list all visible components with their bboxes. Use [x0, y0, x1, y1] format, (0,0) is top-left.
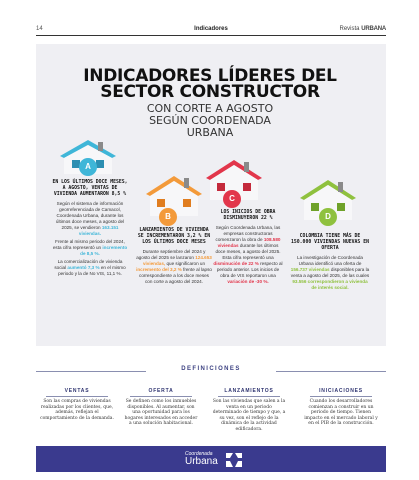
card-c-p1b: durante los últimos doce meses, a agosto del 2025. Esta cifra representó una — [215, 243, 281, 260]
card-b-text-1 — [136, 249, 212, 285]
card-a-vis-increase: aumentó 7,3 % — [67, 265, 100, 270]
subtitle-line-2: SEGÚN COORDENADA — [149, 114, 271, 127]
card-a-text-3 — [52, 259, 128, 277]
card-d — [290, 234, 370, 293]
section-name: Indicadores — [194, 26, 228, 32]
card-d-vis-offer: 93.556 correspondieron a vivienda de interés social. — [292, 279, 368, 290]
magazine-title: URBANA — [361, 26, 386, 32]
definitions-header — [36, 366, 386, 376]
brand-top-label: Coordenada — [185, 451, 213, 457]
definition-rule — [310, 396, 372, 397]
card-b-launch-value: 124.653 viviendas, — [142, 255, 212, 266]
definition-title: VENTAS — [64, 388, 90, 394]
card-c — [212, 210, 284, 287]
definition-title: INICIACIONES — [319, 388, 363, 394]
card-a-p2: Frente al mismo periodo del 2024, esta cifra representó un — [52, 239, 125, 250]
card-a-p1: Según el sistema de información georreferenciada de Camacol, Coordenada Urbana, durante los últimos doce meses, a agosto del 2025, se vendieron — [55, 201, 125, 230]
card-c-heading: LOS INICIOS DE OBRA DISMINUYERON 22 % — [220, 210, 276, 221]
definitions-rule-right — [276, 371, 386, 372]
page-header — [36, 26, 386, 36]
definition-oferta — [124, 388, 198, 427]
card-c-p1: Según Coordenada Urbana, las empresas constructoras comenzaron la obra de — [215, 225, 281, 242]
card-b-increase: incremento del 3,2 % — [136, 267, 182, 272]
definition-text: Son las viviendas que salen a la venta en un periodo determinado de tiempo y que, a su vez, son el reflejo de la dinámica de la actividad edificadora. — [212, 399, 286, 432]
badge-a: A — [79, 158, 97, 176]
definition-lanzamientos — [212, 388, 286, 433]
definition-title: OFERTA — [148, 388, 174, 394]
badge-b: B — [159, 208, 177, 226]
definition-rule — [46, 396, 108, 397]
card-a-p3b: en el mismo periodo y la de No VIS, 11,1 %. — [58, 265, 126, 276]
title-line-2: SECTOR CONSTRUCTOR — [100, 82, 320, 102]
definition-iniciaciones — [304, 388, 378, 427]
definition-text: Cuando los desarrolladores comienzan a construir en un periodo de tiempo. Tienen impacto en el mercado laboral y en el PIB de la construcción. — [304, 399, 378, 427]
card-b — [136, 228, 212, 287]
card-d-p1: La investigación de Coordenada Urbana identificó una oferta de — [297, 255, 363, 266]
card-c-vis-variation: variación de -30 %. — [227, 279, 269, 284]
card-d-offer-value: 156.737 viviendas — [290, 267, 330, 272]
definition-rule — [130, 396, 192, 397]
card-d-heading: COLOMBIA TIENE MÁS DE 150.000 VIVIENDAS NUEVAS EN OFERTA — [291, 234, 369, 251]
page-number: 14 — [36, 26, 43, 32]
magazine-name — [340, 26, 387, 32]
definition-rule — [218, 396, 280, 397]
subtitle-line-1: CON CORTE A AGOSTO — [146, 102, 274, 115]
definition-text: Se definen como los inmuebles disponibles. Al aumentar, son una oportunidad para los hogares interesados en acceder a una solución habitacional. — [124, 399, 198, 427]
footer-band — [36, 446, 386, 472]
card-b-p1b: que significaron un — [166, 261, 206, 266]
card-c-decrease: disminución de 22 % — [213, 261, 259, 266]
card-b-p1c: frente al lapso correspondiente a los doce meses con corte a agosto del 2024. — [139, 267, 212, 284]
card-b-heading: LANZAMIENTOS DE VIVIENDA SE INCREMENTARON 3,2 % EN LOS ÚLTIMOS DOCE MESES — [137, 228, 211, 245]
card-c-starts-value: 108.580 viviendas — [217, 237, 281, 248]
definition-title: LANZAMIENTOS — [224, 388, 274, 394]
card-d-text-1 — [290, 255, 370, 291]
card-a-text-2 — [52, 239, 128, 257]
card-a-text-1 — [52, 201, 128, 237]
badge-d: D — [319, 208, 337, 226]
definitions-title: DEFINICIONES — [181, 366, 241, 372]
card-d-p1b: disponibles para la venta a agosto del 2025, de las cuales — [290, 267, 370, 278]
card-a-p3a: La comercialización de vivienda social — [54, 259, 123, 270]
page-subtitle — [80, 103, 340, 139]
card-a-sales-value: 163.151 viviendas. — [78, 225, 119, 236]
header-rule — [36, 35, 386, 36]
title-line-1: INDICADORES LÍDERES DEL — [83, 66, 337, 86]
card-c-p1c: respecto al periodo anterior. Los inicios de obra de VIS reportaron una — [216, 261, 283, 278]
badge-c: C — [223, 190, 241, 208]
card-a-increase: incremento de 8,5 %. — [80, 245, 128, 256]
card-b-p1: Durante septiembre del 2024 y agosto del 2025 se lanzaron — [136, 249, 206, 260]
magazine-prefix: Revista — [339, 26, 360, 32]
definition-ventas — [40, 388, 114, 421]
card-a-heading: EN LOS ÚLTIMOS DOCE MESES, A AGOSTO, VENTAS DE VIVIENDA AUMENTARON 8,5 % — [52, 180, 128, 197]
card-c-text-1 — [212, 225, 284, 285]
brand-logo-icon — [226, 453, 242, 467]
brand-name: Urbana — [185, 456, 218, 467]
card-a — [52, 180, 128, 279]
definition-text: Son las compras de viviendas realizadas por los clientes, que, además, reflejan el comportamiento de la demanda. — [40, 399, 114, 421]
subtitle-line-3: URBANA — [186, 126, 234, 139]
page-title — [40, 68, 380, 100]
